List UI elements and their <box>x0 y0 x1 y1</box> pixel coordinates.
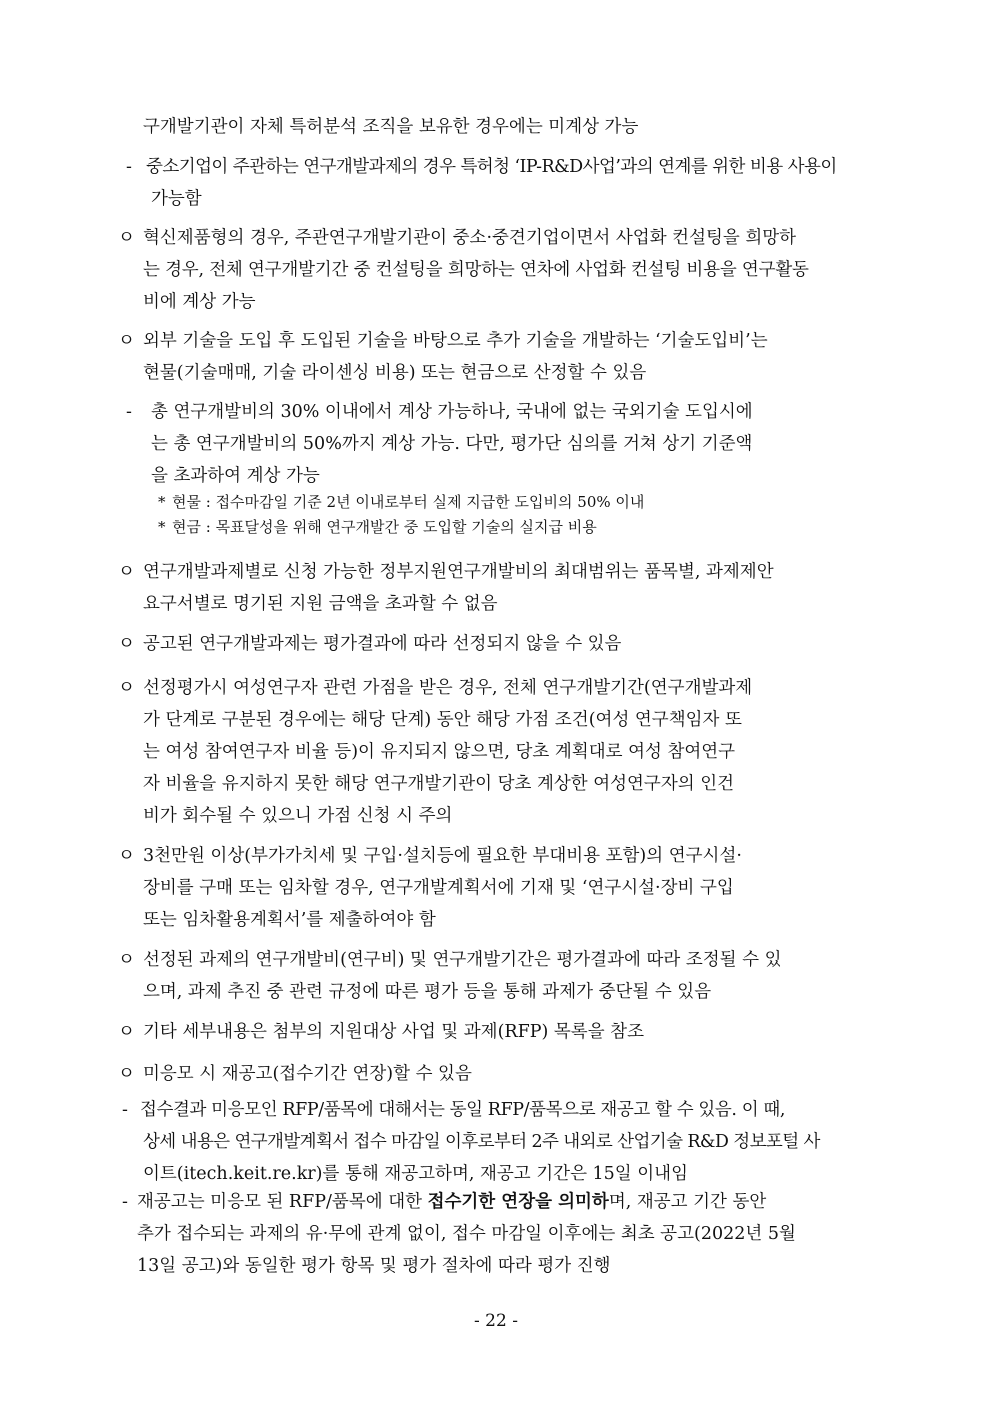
bullet-marker: ㅇ <box>118 562 135 582</box>
paragraph-text: 자 비율을 유지하지 못한 해당 연구개발기관이 당초 계상한 여성연구자의 인건 <box>143 774 735 794</box>
text-line <box>0 556 992 588</box>
note-text: 현금 : 목표달성을 위해 연구개발간 중 도입할 기술의 실지급 비용 <box>172 518 597 536</box>
text-line <box>0 628 992 660</box>
bullet-marker: ㅇ <box>118 331 135 351</box>
text-line <box>0 1126 992 1158</box>
paragraph-text: 구개발기관이 자체 특허분석 조직을 보유한 경우에는 미계상 가능 <box>143 117 639 137</box>
text-line <box>0 672 992 704</box>
paragraph-text: 추가 접수되는 과제의 유·무에 관계 없이, 접수 마감일 이후에는 최초 공고(2022년 5월 <box>137 1224 796 1244</box>
text-line <box>0 286 992 318</box>
text-line <box>0 254 992 286</box>
text-line <box>0 704 992 736</box>
text-line <box>0 1016 992 1048</box>
paragraph-text: 혁신제품형의 경우, 주관연구개발기관이 중소·중견기업이면서 사업화 컨설팅을 희망하 <box>143 228 797 248</box>
note-text: 현물 : 접수마감일 기준 2년 이내로부터 실제 지급한 도입비의 50% 이내 <box>172 493 645 511</box>
paragraph-text: 총 연구개발비의 30% 이내에서 계상 가능하나, 국내에 없는 국외기술 도입시에 <box>151 402 753 422</box>
paragraph-text: 상세 내용은 연구개발계획서 접수 마감일 이후로부터 2주 내외로 산업기술 R&D 정보포털 사 <box>143 1132 820 1152</box>
paragraph-text: 는 여성 참여연구자 비율 등)이 유지되지 않으면, 당초 계획대로 여성 참여연구 <box>143 742 736 762</box>
text-line <box>0 800 992 832</box>
bullet-marker: ㅇ <box>118 1022 135 1042</box>
text-line <box>0 357 992 389</box>
paragraph-text: 3천만원 이상(부가가치세 및 구입·설치등에 필요한 부대비용 포함)의 연구시설· <box>143 846 742 866</box>
asterisk-marker: * <box>158 493 166 511</box>
paragraph-text: 요구서별로 명기된 지원 금액을 초과할 수 없음 <box>143 594 498 614</box>
page-number: - 22 - <box>474 1311 518 1331</box>
text-line <box>0 736 992 768</box>
paragraph-text: 선정평가시 여성연구자 관련 가점을 받은 경우, 전체 연구개발기간(연구개발과제 <box>143 678 753 698</box>
paragraph-text-end: 며, 재공고 기간 동안 <box>608 1192 767 1212</box>
paragraph-text: 기타 세부내용은 첨부의 지원대상 사업 및 과제(RFP) 목록을 참조 <box>143 1022 644 1042</box>
paragraph-text <box>137 1186 766 1218</box>
paragraph-text: 이트(itech.keit.re.kr)를 통해 재공고하며, 재공고 기간은 15일 이내임 <box>143 1164 688 1184</box>
paragraph-text: 현물(기술매매, 기술 라이센싱 비용) 또는 현금으로 산정할 수 있음 <box>143 363 647 383</box>
text-line <box>0 428 992 460</box>
dash-marker: - <box>126 157 132 177</box>
paragraph-text: 비에 계상 가능 <box>143 292 256 312</box>
paragraph-text: 연구개발과제별로 신청 가능한 정부지원연구개발비의 최대범위는 품목별, 과제제안 <box>143 562 774 582</box>
text-line <box>0 1094 992 1126</box>
dash-marker: - <box>122 1192 128 1212</box>
text-line <box>0 944 992 976</box>
paragraph-text: 미응모 시 재공고(접수기간 연장)할 수 있음 <box>143 1064 472 1084</box>
bullet-marker: ㅇ <box>118 678 135 698</box>
paragraph-text: 비가 회수될 수 있으니 가점 신청 시 주의 <box>143 806 453 826</box>
bullet-marker: ㅇ <box>118 950 135 970</box>
bullet-marker: ㅇ <box>118 634 135 654</box>
note-line <box>0 511 992 543</box>
text-line <box>0 1218 992 1250</box>
text-line <box>0 111 992 143</box>
text-line <box>0 904 992 936</box>
paragraph-text-start: 재공고는 미응모 된 RFP/품목에 대한 <box>137 1192 428 1212</box>
text-line <box>0 151 992 183</box>
text-line <box>0 768 992 800</box>
text-line <box>0 183 992 215</box>
text-line <box>0 325 992 357</box>
paragraph-text: 외부 기술을 도입 후 도입된 기술을 바탕으로 추가 기술을 개발하는 ‘기술도입비’는 <box>143 331 768 351</box>
paragraph-text: 을 초과하여 계상 가능 <box>151 466 320 486</box>
text-line <box>0 1186 992 1218</box>
bullet-marker: ㅇ <box>118 228 135 248</box>
text-line <box>0 396 992 428</box>
text-line <box>0 840 992 872</box>
bullet-marker: ㅇ <box>118 1064 135 1084</box>
paragraph-text: 선정된 과제의 연구개발비(연구비) 및 연구개발기간은 평가결과에 따라 조정될 수 있 <box>143 950 782 970</box>
bullet-marker: ㅇ <box>118 846 135 866</box>
paragraph-text: 는 경우, 전체 연구개발기간 중 컨설팅을 희망하는 연차에 사업화 컨설팅 비용을 연구활동 <box>143 260 809 280</box>
paragraph-text: 13일 공고)와 동일한 평가 항목 및 평가 절차에 따라 평가 진행 <box>137 1256 611 1276</box>
paragraph-text: 중소기업이 주관하는 연구개발과제의 경우 특허청 ‘IP-R&D사업’과의 연계를 위한 비용 사용이 <box>146 157 837 177</box>
text-line <box>0 1250 992 1282</box>
paragraph-text: 는 총 연구개발비의 50%까지 계상 가능. 다만, 평가단 심의를 거쳐 상기 기준액 <box>151 434 753 454</box>
paragraph-text: 또는 임차활용계획서’를 제출하여야 함 <box>143 910 436 930</box>
dash-marker: - <box>122 1100 128 1120</box>
paragraph-text: 접수결과 미응모인 RFP/품목에 대해서는 동일 RFP/품목으로 재공고 할 수 있음. 이 때, <box>140 1100 786 1120</box>
text-line <box>0 588 992 620</box>
paragraph-text: 가능함 <box>151 189 202 209</box>
text-line <box>0 976 992 1008</box>
paragraph-text: 가 단계로 구분된 경우에는 해당 단계) 동안 해당 가점 조건(여성 연구책임자 또 <box>143 710 742 730</box>
text-line <box>0 222 992 254</box>
dash-marker: - <box>126 402 132 422</box>
emphasis-text: 접수기한 연장을 의미하 <box>427 1192 609 1212</box>
paragraph-text: 장비를 구매 또는 임차할 경우, 연구개발계획서에 기재 및 ‘연구시설·장비 구입 <box>143 878 734 898</box>
text-line <box>0 872 992 904</box>
paragraph-text: 으며, 과제 추진 중 관련 규정에 따른 평가 등을 통해 과제가 중단될 수 있음 <box>143 982 712 1002</box>
text-line <box>0 1058 992 1090</box>
asterisk-marker: * <box>158 518 166 536</box>
paragraph-text: 공고된 연구개발과제는 평가결과에 따라 선정되지 않을 수 있음 <box>143 634 622 654</box>
